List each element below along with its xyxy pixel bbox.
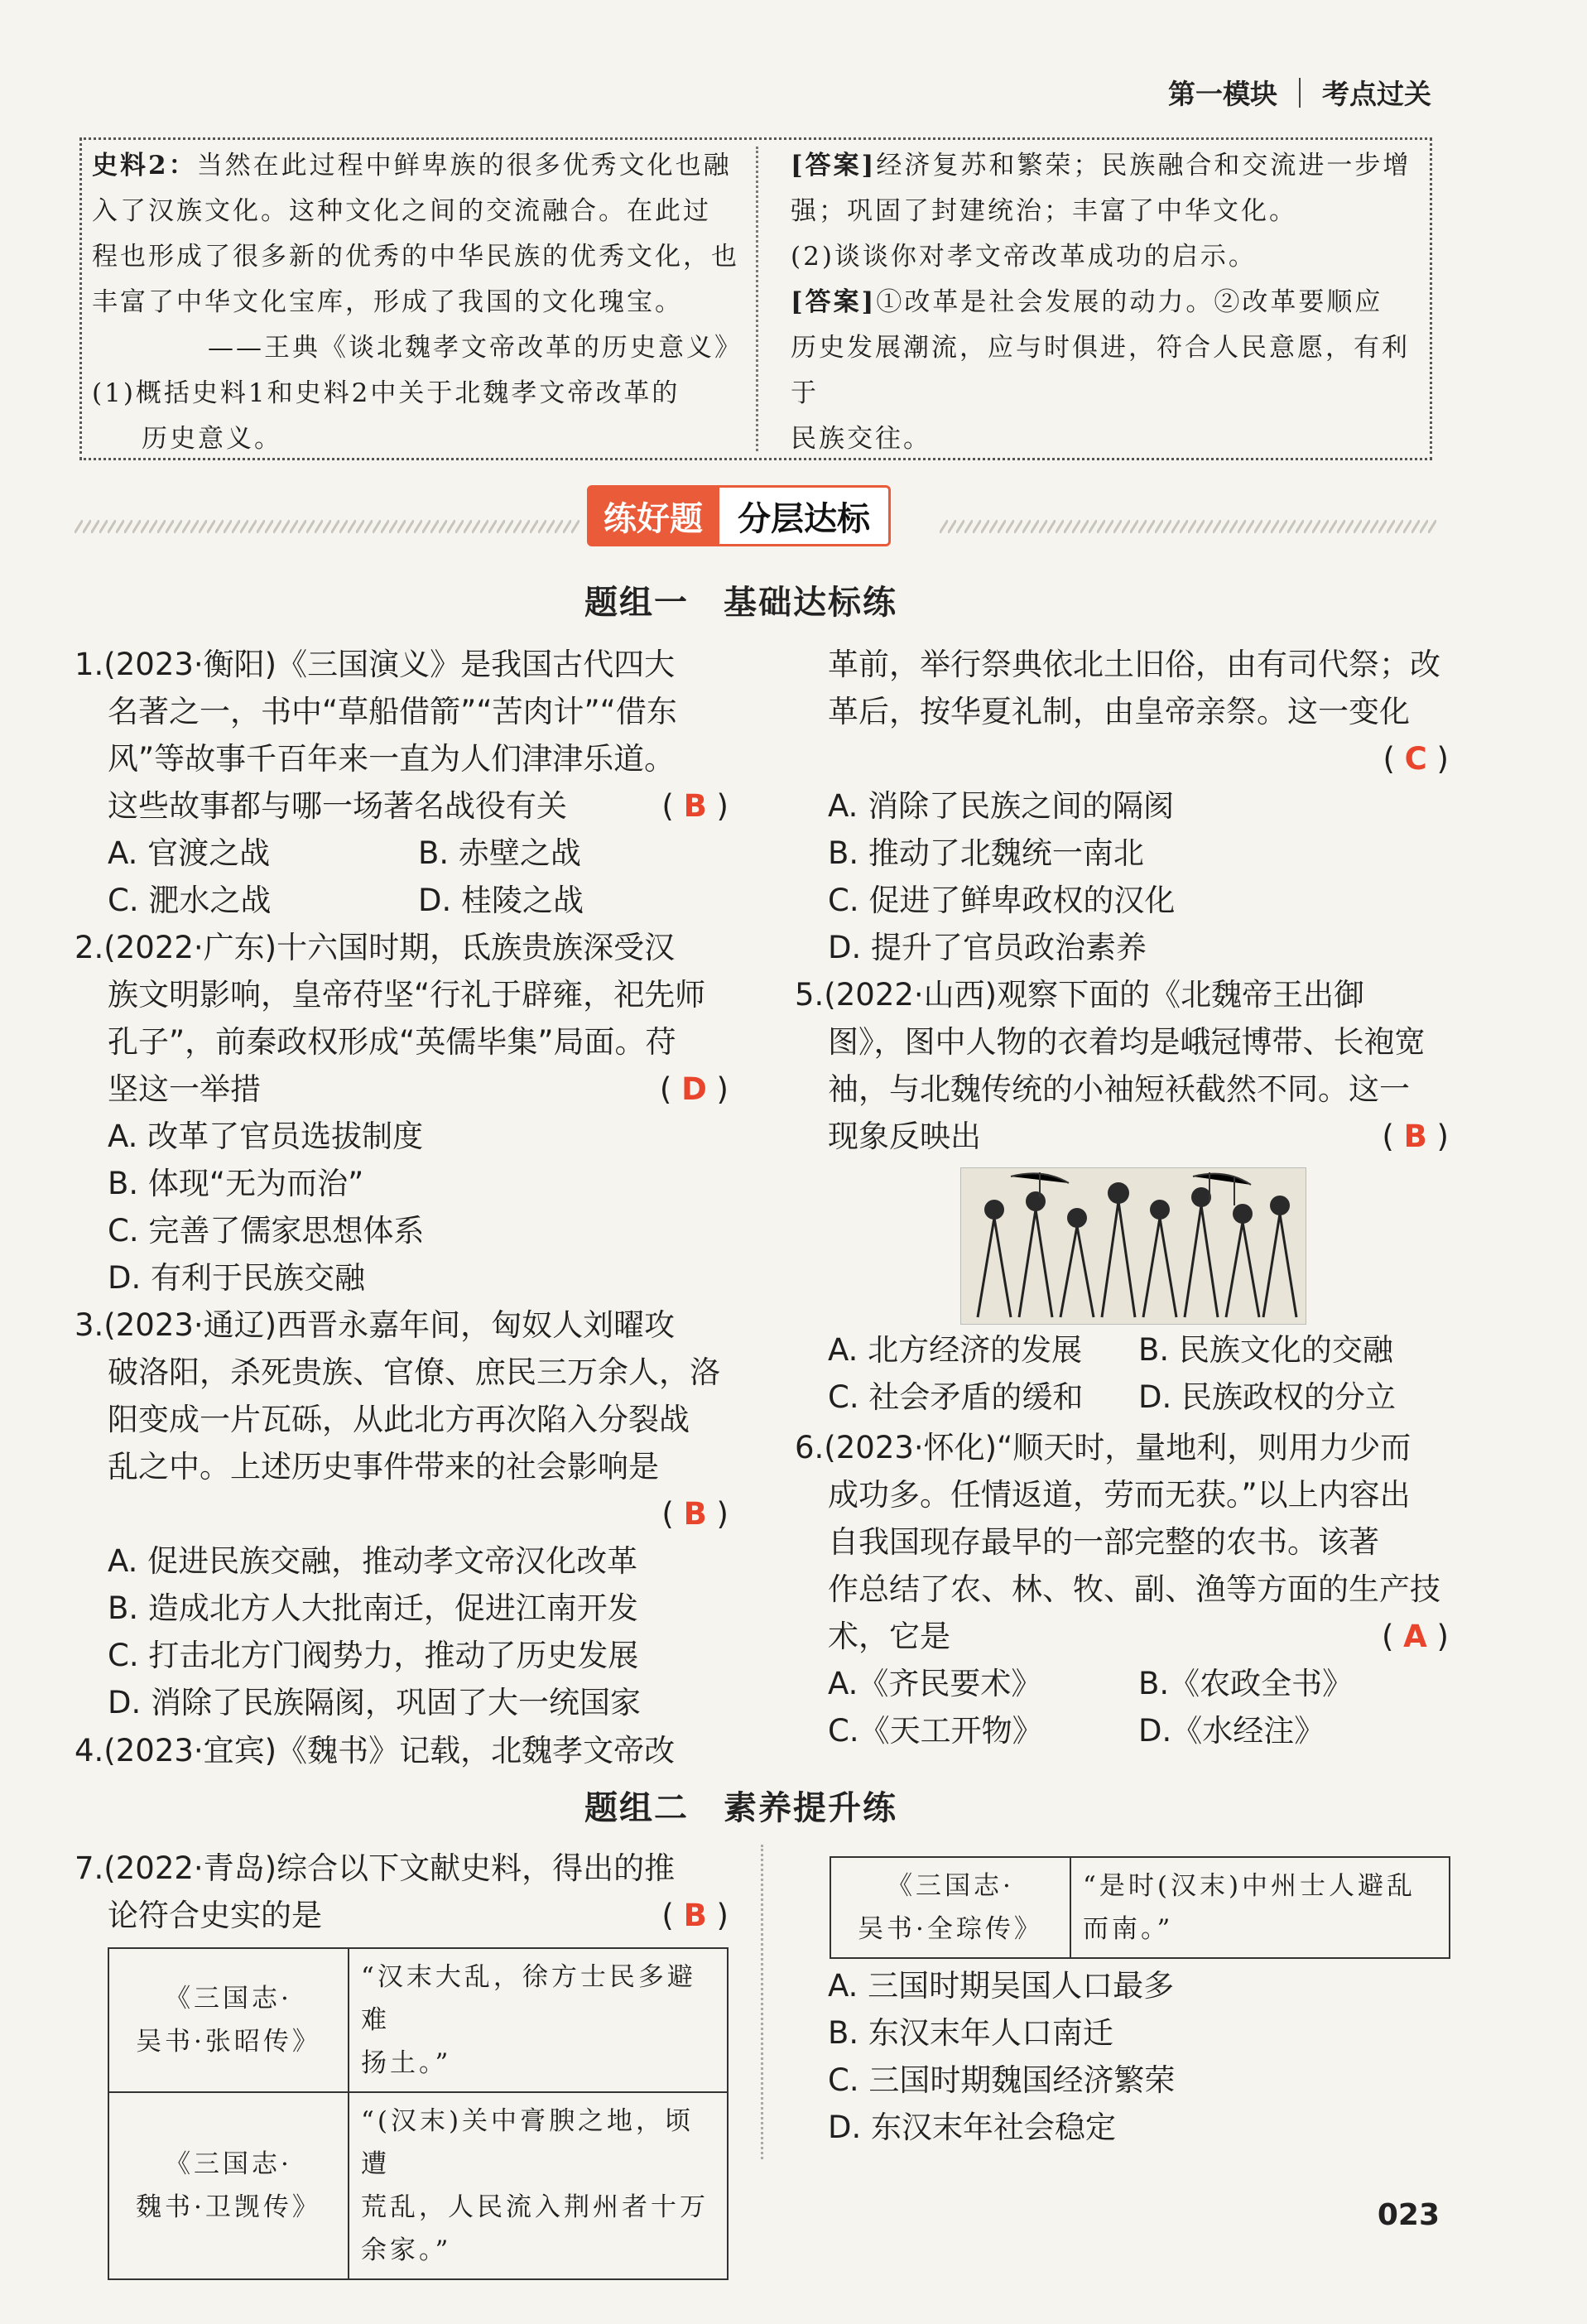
option-c: C. 三国时期魏国经济繁荣 bbox=[828, 2062, 1176, 2098]
answer-letter: B bbox=[683, 1496, 707, 1532]
answer-label: [答案] bbox=[791, 151, 877, 180]
answer-text: 强；巩固了封建统治；丰富了中华文化。 bbox=[791, 196, 1297, 226]
option-d: D.《水经注》 bbox=[1138, 1713, 1325, 1749]
answer-paren: ( B ) bbox=[661, 1496, 729, 1532]
table-row bbox=[108, 1948, 728, 2092]
option-a: A. 北方经济的发展 bbox=[828, 1332, 1083, 1368]
answer-paren: ( C ) bbox=[1383, 741, 1449, 777]
sub-question: 历史意义。 bbox=[142, 424, 282, 454]
question-4-cont bbox=[795, 641, 1449, 971]
option-a: A. 消除了民族之间的隔阂 bbox=[828, 788, 1175, 824]
question-3 bbox=[75, 1302, 729, 1726]
answer-text: 经济复苏和繁荣；民族融合和交流进一步增 bbox=[876, 151, 1411, 180]
question-text: 1.(2023·衡阳)《三国演义》是我国古代四大 bbox=[75, 647, 676, 682]
question-text: 论符合史实的是 bbox=[108, 1898, 322, 1933]
material-text: 丰富了中华文化宝库，形成了我国的文化瑰宝。 bbox=[92, 287, 683, 317]
material-box bbox=[79, 137, 1432, 460]
question-text: 2.(2022·广东)十六国时期，氐族贵族深受汉 bbox=[75, 930, 676, 965]
option-b: B. 体现“无为而治” bbox=[108, 1166, 364, 1201]
question-7-options bbox=[795, 1962, 1449, 2151]
table-cell-source: 《三国志· 魏书·卫觊传》 bbox=[108, 2092, 349, 2279]
column-divider bbox=[761, 1845, 763, 2159]
question-text: 阳变成一片瓦砾，从此北方再次陷入分裂战 bbox=[108, 1402, 690, 1437]
table-cell-quote: “(汉末)关中膏腴之地，顷遭 荒乱，人民流入荆州者十万 余家。” bbox=[349, 2092, 728, 2279]
table-cell-source: 《三国志· 吴书·张昭传》 bbox=[108, 1948, 349, 2092]
question-text: 作总结了农、林、牧、副、渔等方面的生产技 bbox=[828, 1571, 1440, 1607]
question-4-start bbox=[75, 1727, 729, 1774]
material-right-column bbox=[791, 143, 1428, 462]
question-1 bbox=[75, 641, 729, 924]
question-text: 现象反映出 bbox=[828, 1119, 981, 1154]
page-number: 023 bbox=[1377, 2198, 1440, 2232]
question-text: 图》，图中人物的衣着均是峨冠博带、长袍宽 bbox=[828, 1024, 1426, 1060]
question-text: 风”等故事千百年来一直为人们津津乐道。 bbox=[108, 741, 676, 777]
material-text: 当然在此过程中鲜卑族的很多优秀文化也融 bbox=[196, 151, 732, 180]
question-text: 孔子”，前秦政权形成“英儒毕集”局面。苻 bbox=[108, 1024, 676, 1060]
answer-label: [答案] bbox=[791, 287, 877, 317]
answer-text: 历史发展潮流，应与时俱进，符合人民意愿，有利于 bbox=[791, 333, 1410, 408]
question-7 bbox=[75, 1845, 729, 1939]
option-c: C. 打击北方门阀势力，推动了历史发展 bbox=[108, 1638, 639, 1673]
question-text: 坚这一举措 bbox=[108, 1071, 261, 1107]
option-b: B. 民族文化的交融 bbox=[1138, 1332, 1393, 1368]
option-d: D. 消除了民族隔阂，巩固了大一统国家 bbox=[108, 1685, 642, 1720]
option-b: B. 东汉末年人口南迁 bbox=[828, 2015, 1113, 2051]
answer-text: ①改革是社会发展的动力。②改革要顺应 bbox=[876, 287, 1383, 317]
material-source: ——王典《谈北魏孝文帝改革的历史意义》 bbox=[208, 333, 743, 363]
hatch-line-left bbox=[75, 520, 579, 533]
question-5-options bbox=[795, 1326, 1449, 1421]
question-text: 革前，举行祭典依北土旧俗，由有司代祭；改 bbox=[828, 647, 1440, 682]
option-d: D. 东汉末年社会稳定 bbox=[828, 2110, 1117, 2145]
material-text: 入了汉族文化。这种文化之间的交流融合。在此过 bbox=[92, 196, 711, 226]
question-text: 名著之一，书中“草船借箭”“苦肉计”“借东 bbox=[108, 694, 677, 729]
question-text: 4.(2023·宜宾)《魏书》记载，北魏孝文帝改 bbox=[75, 1733, 676, 1768]
answer-paren: ( B ) bbox=[661, 788, 729, 824]
question-text: 革后，按华夏礼制，由皇帝亲祭。这一变化 bbox=[828, 694, 1410, 729]
group2-title: 题组二 素养提升练 bbox=[584, 1789, 897, 1827]
option-a: A. 改革了官员选拔制度 bbox=[108, 1119, 424, 1154]
option-b: B. 造成北方人大批南迁，促进江南开发 bbox=[108, 1590, 638, 1626]
option-b: B.《农政全书》 bbox=[1138, 1666, 1354, 1701]
table-row bbox=[108, 2092, 728, 2279]
question-2 bbox=[75, 924, 729, 1302]
option-c: C. 社会矛盾的缓和 bbox=[828, 1379, 1084, 1415]
module-label: 第一模块 bbox=[1168, 78, 1277, 110]
question-text: 5.(2022·山西)观察下面的《北魏帝王出御 bbox=[795, 977, 1365, 1013]
option-a: A. 促进民族交融，推动孝文帝汉化改革 bbox=[108, 1543, 638, 1579]
material-left-column bbox=[92, 143, 743, 462]
question-6 bbox=[795, 1424, 1449, 1754]
section-label: 考点过关 bbox=[1322, 78, 1431, 110]
answer-text: 民族交往。 bbox=[791, 424, 931, 454]
answer-paren: ( B ) bbox=[1382, 1119, 1449, 1154]
option-d: D. 桂陵之战 bbox=[418, 883, 584, 918]
illustration-drawing bbox=[961, 1168, 1306, 1324]
sub-question: (1)概括史料1和史料2中关于北魏孝文帝改革的 bbox=[92, 378, 680, 408]
question-text: 族文明影响，皇帝苻坚“行礼于辟雍，祀先师 bbox=[108, 977, 706, 1013]
material-label: 史料2： bbox=[92, 151, 197, 180]
table-row bbox=[830, 1857, 1450, 1958]
answer-letter: B bbox=[683, 1898, 707, 1933]
page-header bbox=[1168, 73, 1431, 112]
sources-table-right bbox=[830, 1856, 1450, 1959]
box-divider bbox=[756, 147, 758, 451]
question-text: 成功多。任情返道，劳而无获。”以上内容出 bbox=[828, 1477, 1411, 1513]
sub-question: (2)谈谈你对孝文帝改革成功的启示。 bbox=[791, 242, 1257, 272]
group1-title: 题组一 基础达标练 bbox=[584, 584, 897, 622]
section-banner bbox=[587, 485, 891, 546]
question-text: 7.(2022·青岛)综合以下文献史料，得出的推 bbox=[75, 1850, 676, 1886]
header-divider bbox=[1299, 78, 1301, 108]
question-text: 乱之中。上述历史事件带来的社会影响是 bbox=[108, 1449, 659, 1484]
answer-letter: B bbox=[683, 788, 707, 824]
question-text: 这些故事都与哪一场著名战役有关 bbox=[108, 788, 567, 824]
question-text: 袖，与北魏传统的小袖短袄截然不同。这一 bbox=[828, 1071, 1410, 1107]
option-c: C.《天工开物》 bbox=[828, 1713, 1043, 1749]
sources-table-left bbox=[108, 1947, 729, 2280]
question-text: 自我国现存最早的一部完整的农书。该著 bbox=[828, 1524, 1379, 1560]
option-a: A.《齐民要术》 bbox=[828, 1666, 1042, 1701]
option-b: B. 赤壁之战 bbox=[418, 835, 581, 871]
table-cell-quote: “汉末大乱，徐方士民多避难 扬土。” bbox=[349, 1948, 728, 2092]
procession-illustration bbox=[960, 1167, 1306, 1325]
hatch-line-right bbox=[940, 520, 1436, 533]
answer-paren: ( A ) bbox=[1381, 1619, 1449, 1654]
option-d: D. 有利于民族交融 bbox=[108, 1260, 366, 1296]
option-a: A. 三国时期吴国人口最多 bbox=[828, 1968, 1175, 2004]
answer-letter: D bbox=[681, 1071, 707, 1107]
question-text: 破洛阳，杀死贵族、官僚、庶民三万余人，洛 bbox=[108, 1354, 720, 1390]
answer-paren: ( B ) bbox=[661, 1898, 729, 1933]
banner-part1: 练好题 bbox=[587, 485, 719, 546]
option-c: C. 完善了儒家思想体系 bbox=[108, 1213, 425, 1249]
option-a: A. 官渡之战 bbox=[108, 835, 271, 871]
material-text: 程也形成了很多新的优秀的中华民族的优秀文化，也 bbox=[92, 242, 739, 272]
answer-letter: B bbox=[1403, 1119, 1427, 1154]
banner-part2: 分层达标 bbox=[719, 485, 891, 546]
question-text: 6.(2023·怀化)“顺天时，量地利，则用力少而 bbox=[795, 1430, 1411, 1465]
option-b: B. 推动了北魏统一南北 bbox=[828, 835, 1144, 871]
answer-letter: C bbox=[1404, 741, 1427, 777]
question-text: 3.(2023·通辽)西晋永嘉年间，匈奴人刘曜攻 bbox=[75, 1307, 676, 1343]
option-d: D. 提升了官员政治素养 bbox=[828, 930, 1147, 965]
option-c: C. 促进了鲜卑政权的汉化 bbox=[828, 883, 1176, 918]
option-c: C. 淝水之战 bbox=[108, 883, 272, 918]
question-text: 术，它是 bbox=[828, 1619, 950, 1654]
answer-letter: A bbox=[1403, 1619, 1427, 1654]
table-cell-source: 《三国志· 吴书·全琮传》 bbox=[830, 1857, 1070, 1958]
answer-paren: ( D ) bbox=[659, 1071, 729, 1107]
option-d: D. 民族政权的分立 bbox=[1138, 1379, 1397, 1415]
question-5 bbox=[795, 971, 1449, 1160]
table-cell-quote: “是时(汉末)中州士人避乱 而南。” bbox=[1070, 1857, 1450, 1958]
